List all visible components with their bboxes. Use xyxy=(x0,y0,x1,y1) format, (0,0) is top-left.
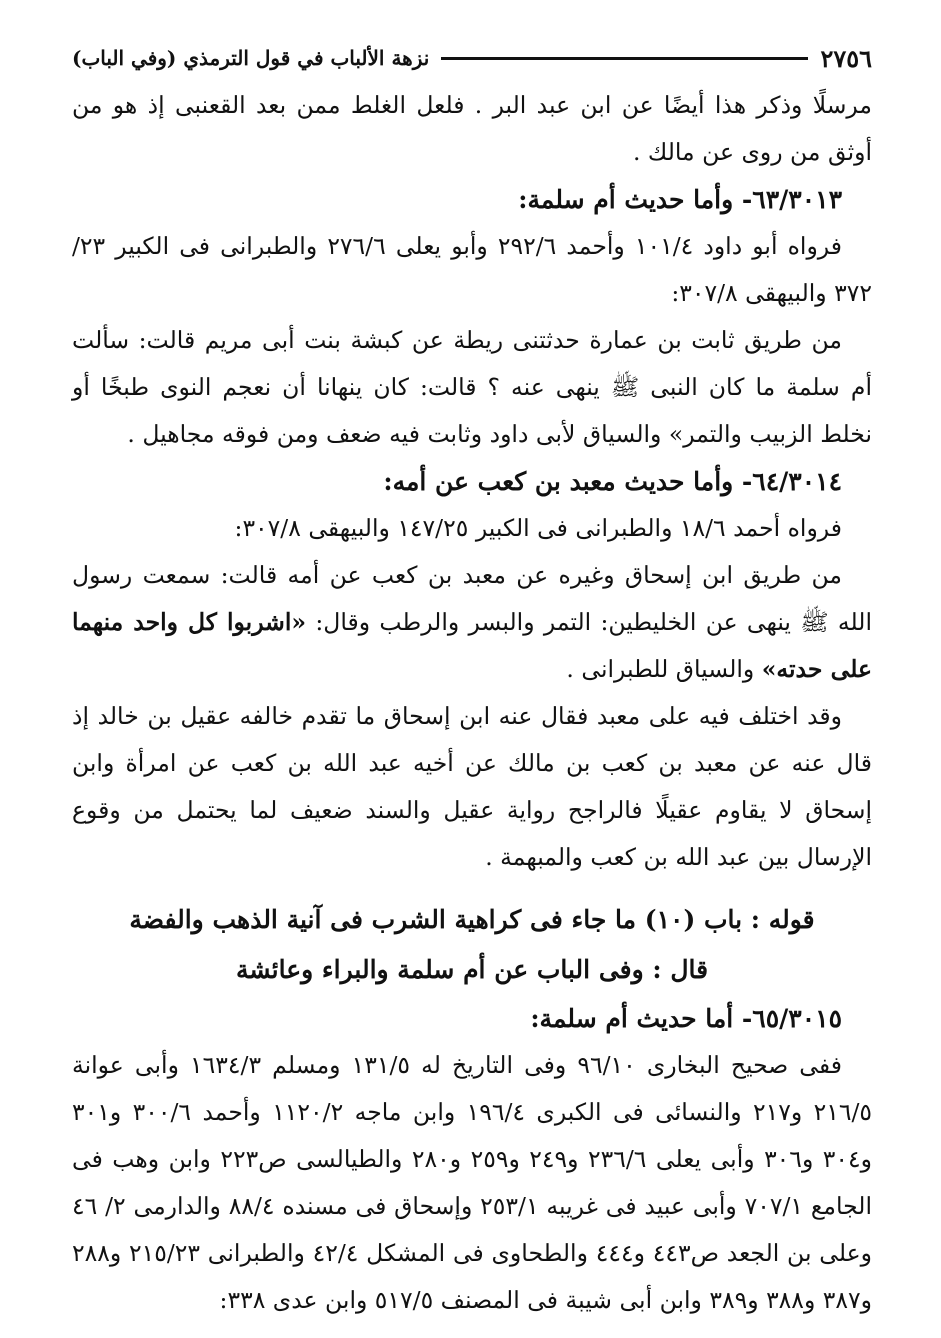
section-gap xyxy=(72,881,872,895)
paragraph-5-text-a: من طريق ابن إسحاق وغيره عن معبد بن كعب عن أمه قالت: سمعت رسول الله ﷺ ينهى عن الخليطين: التمر والبسر والرطب وقال: xyxy=(72,561,872,636)
paragraph-5-text-c: والسياق للطبرانى . xyxy=(566,655,762,683)
page-header xyxy=(72,36,872,80)
prophetic-quote: «اشربوا كل واحد منهما على حدته» xyxy=(72,608,872,683)
paragraph-7: ففى صحيح البخارى ٩٦/١٠ وفى التاريخ له ١٣١/٥ ومسلم ١٦٣٤/٣ وأبى عوانة ٢١٦/٥ و٢١٧ والنسائى فى الكبرى ١٩٦/٤ وابن ماجه ١١٢٠/٢ وأحمد ٣٠٠/٦ و٣٠١ و٣٠٤ و٣٠٦ وأبى يعلى ٢٣٦/٦ و٢٤٩ و٢٥٩ و٢٨٠ والطيالسى ص٢٢٣ وابن وهب فى الجامع ٧٠٧/١ وأبى عبيد فى غريبه ٢٥٣/١ وإسحاق فى مسنده ٨٨/٤ والدارمى ٢/ ٤٦ وعلى بن الجعد ص٤٤٣ و٤٤٤ والطحاوى فى المشكل ٤٢/٤ والطبرانى ٢١٥/٢٣ و٢٨٨ و٣٨٧ و٣٨٨ و٣٨٩ وابن أبى شيبة فى المصنف ٥١٧/٥ وابن عدى ٣٣٨: xyxy=(72,1051,873,1314)
paragraph-1: مرسلًا وذكر هذا أيضًا عن ابن عبد البر . فلعل الغلط ممن بعد القعنبى إذ هو من أوثق من روى عن مالك . xyxy=(72,91,872,166)
hadith-heading-63: ٦٣/٣٠١٣- وأما حديث أم سلمة: xyxy=(518,185,842,214)
hadith-heading-64: ٦٤/٣٠١٤- وأما حديث معبد بن كعب عن أمه: xyxy=(383,467,842,496)
page-number: ٢٧٥٦ xyxy=(820,43,872,73)
hadith-heading-65: ٦٥/٣٠١٥- أما حديث أم سلمة: xyxy=(530,1004,842,1033)
section-subtitle: قال : وفى الباب عن أم سلمة والبراء وعائشة xyxy=(235,955,709,984)
paragraph-2: فرواه أبو داود ١٠١/٤ وأحمد ٢٩٢/٦ وأبو يعلى ٢٧٦/٦ والطبرانى فى الكبير ٢٣/ ٣٧٢ والبيهقى ٣٠٧/٨: xyxy=(72,232,872,307)
paragraph-4: فرواه أحمد ١٨/٦ والطبرانى فى الكبير ١٤٧/٢٥ والبيهقى ٣٠٧/٨: xyxy=(234,514,842,542)
paragraph-6: وقد اختلف فيه على معبد فقال عنه ابن إسحاق ما تقدم خالفه عقيل بن خالد إذ قال عنه عن معبد بن كعب بن مالك عن أخيه عبد الله بن كعب عن امرأة وابن إسحاق لا يقاوم عقيلًا فالراجح رواية عقيل والسند ضعيف لما يحتمل من وقوع الإرسال بين عبد الله بن كعب والمبهمة . xyxy=(72,702,872,871)
paragraph-5 xyxy=(72,552,872,693)
book-page xyxy=(72,36,872,1326)
section-title: قوله : باب (١٠) ما جاء فى كراهية الشرب فى آنية الذهب والفضة xyxy=(129,905,815,934)
running-title: نزهة الألباب في قول الترمذي (وفي الباب) xyxy=(72,46,430,70)
paragraph-3: من طريق ثابت بن عمارة حدثتنى ريطة عن كبشة بنت أبى مريم قالت: سألت أم سلمة ما كان النبى ﷺ ينهى عنه ؟ قالت: كان ينهانا أن نعجم النوى طبخًا أو نخلط الزبيب والتمر» والسياق لأبى داود وثابت فيه ضعف ومن فوقه مجاهيل . xyxy=(72,326,872,448)
header-rule xyxy=(441,57,808,60)
